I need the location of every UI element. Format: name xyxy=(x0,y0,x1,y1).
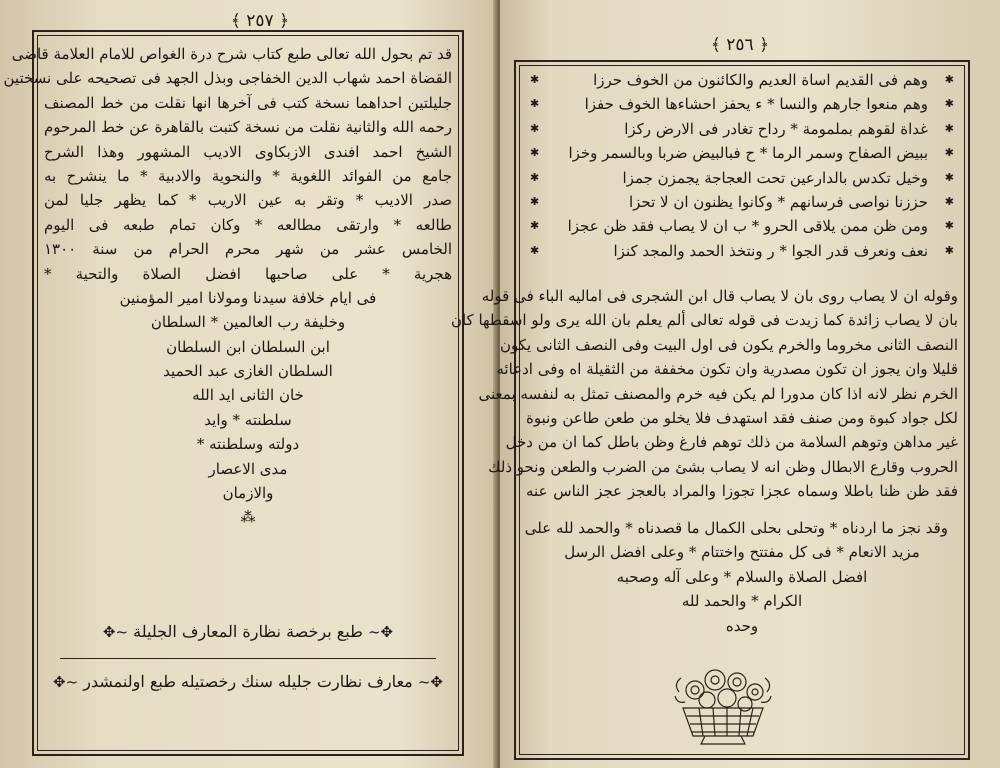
colophon-line: والازمان xyxy=(222,484,274,503)
imprint-permission: طبع برخصة نظارة المعارف الجليلة xyxy=(133,622,363,641)
imprint-turkish: معارف نظارت جليله سنك رخصتيله طبع اولنمشدر xyxy=(83,672,413,691)
poem-verse: ✱ حززنا نواصى فرسانهم * وكانوا يظنون ان لا تحزا ✱ xyxy=(530,190,954,214)
ornament-icon: ~✥ xyxy=(102,623,129,641)
divider xyxy=(60,658,436,659)
colophon-line: الشيخ احمد افندى الازبكاوى الاديب المشهور وهذا الشرح xyxy=(44,142,452,161)
colophon-line: سلطنته * وايد xyxy=(204,410,292,429)
colophon-line: خان الثانى ايد الله xyxy=(192,386,304,405)
closing-line: وقد نجز ما اردناه * وتحلى بحلى الكمال ما قصدناه * والحمد لله على xyxy=(524,519,948,537)
flower-basket-ornament-icon xyxy=(665,662,781,746)
poem-verse: ✱ غداة لقوهم بملمومة * رداح تغادر فى الارض ركزا ✱ xyxy=(530,117,954,141)
colophon-line: وخليفة رب العالمين * السلطان xyxy=(150,313,346,332)
closing-line: وحده xyxy=(725,616,759,635)
colophon-line: هجرية * على صاحبها افضل الصلاة والتحية * xyxy=(44,264,452,283)
closing-line: افضل الصلاة والسلام * وعلى آله وصحبه xyxy=(616,567,868,586)
colophon-line: السلطان الغازى عبد الحميد xyxy=(163,362,333,381)
colophon-line: مدى الاعصار xyxy=(208,459,288,478)
poem-verse: ✱ ومن ظن ممن يلاقى الحرو * ب ان لا يصاب فقد ظن عجزا ✱ xyxy=(530,214,954,238)
poem-verse: ✱ نعف ونعرف قدر الجوا * ر ونتخذ الحمد والمجد كنزا ✱ xyxy=(530,239,954,263)
poem-verses xyxy=(530,68,954,263)
commentary-line: الخرم نظر لانه اذا كان مدورا لم يكن فيه خرم والمصنف تمثل به لنفسه بمعنى xyxy=(478,384,958,403)
colophon-line: ⁂ xyxy=(240,508,256,527)
colophon-line: صدر الاديب * وتقر به عين الاريب * كما يظهر جليا لمن xyxy=(44,191,452,210)
commentary-line: لكل جواد كبوة ومن صنف فقد استهدف فلا يخلو من طعن طاعن ونبوة xyxy=(526,408,958,427)
colophon-line: قد تم بحول الله تعالى طبع كتاب شرح درة الغواص للامام العلامة قاضى xyxy=(11,45,452,63)
commentary-line: فقد ظن ظنا باطلا وسماه عجزا تجوزا والمراد بالعجز عجز الناس عنه xyxy=(526,482,958,501)
colophon-line: الخامس عشر من شهر محرم الحرام من سنة ١٣٠٠ xyxy=(44,240,452,259)
poem-verse: ✱ وخيل تكدس بالدارعين تحت العجاجة يجمزن جمزا ✱ xyxy=(530,166,954,190)
colophon-line: جليلتين احداهما نسخة كتب فى آخرها انها نقلت من خط المصنف xyxy=(44,93,452,112)
poem-verse: ✱ ببيض الصفاح وسمر الرما * ح فبالبيض ضربا وبالسمر وخزا ✱ xyxy=(530,141,954,165)
right-page xyxy=(450,0,1000,768)
poem-verse: ✱ وهم فى القديم اساة العديم والكائنون من الخوف حرزا ✱ xyxy=(530,68,954,92)
ornament-icon: ✥~ xyxy=(417,673,443,691)
commentary-line: الحروب وقارع الابطال وظن انه لا يصاب بشئ من الضرب والطعن ونحو ذلك xyxy=(488,457,958,476)
colophon-line: جامع من الفوائد اللغوية * والنحوية والادبية * ما ينشرح به xyxy=(44,166,452,185)
colophon-line: فى ايام خلافة سيدنا ومولانا امير المؤمنين xyxy=(119,288,377,307)
left-page xyxy=(0,0,498,768)
imprint-permission-line xyxy=(44,622,452,641)
colophon-line: القضاة احمد شهاب الدين الخفاجى وبذل الجهد فى تصحيحه على نسختين xyxy=(3,69,452,88)
closing-text xyxy=(524,516,948,638)
commentary-line: بان لا يصاب زائدة كما زيدت فى قوله تعالى ألم يعلم بان الله يرى ولو اسقطها كان xyxy=(450,311,958,330)
commentary-line: قليلا وان يجوز ان تكون مصدرية وان تكون مخففة من الثقيلة اه وفى ادعائه xyxy=(496,360,958,379)
poem-verse: ✱ وهم منعوا جارهم والنسا * ء يحفز احشاءها الخوف حفزا ✱ xyxy=(530,92,954,116)
commentary-line: النصف الثانى مخروما والخرم يكون فى اول البيت وفى النصف الثانى يكون xyxy=(499,335,958,354)
closing-line: مزيد الانعام * فى كل مفتتح واختتام * وعلى افضل الرسل xyxy=(564,543,920,562)
ornament-icon: ~✥ xyxy=(53,673,79,691)
colophon-line: رحمه الله والثانية نقلت من نسخة كتبت بالقاهرة عن خط المرحوم xyxy=(44,118,452,137)
colophon-line: طالعه * وارتقى مطالعه * وكان تمام طبعه فى اليوم xyxy=(44,215,452,234)
ornament-icon: ✥~ xyxy=(367,623,394,641)
page-number-256: ﴿ ٢٥٦ ﴾ xyxy=(710,35,770,55)
colophon-line: دولته وسلطنته * xyxy=(196,435,300,454)
colophon-text xyxy=(3,42,452,530)
imprint-turkish-line xyxy=(44,672,452,691)
colophon-line: ابن السلطان ابن السلطان xyxy=(166,337,330,356)
commentary-line: غير مداهن وتوهم السلامة من ذلك توهم فارغ وظن باطل كما ان من دخل xyxy=(505,433,958,452)
page-number-257: ﴿ ٢٥٧ ﴾ xyxy=(230,11,290,31)
commentary-text xyxy=(450,284,958,504)
closing-line: الكرام * والحمد لله xyxy=(681,592,803,611)
commentary-line: وقوله ان لا يصاب روى بان لا يصاب قال ابن الشجرى فى اماليه الباء فى قوله xyxy=(481,287,958,305)
